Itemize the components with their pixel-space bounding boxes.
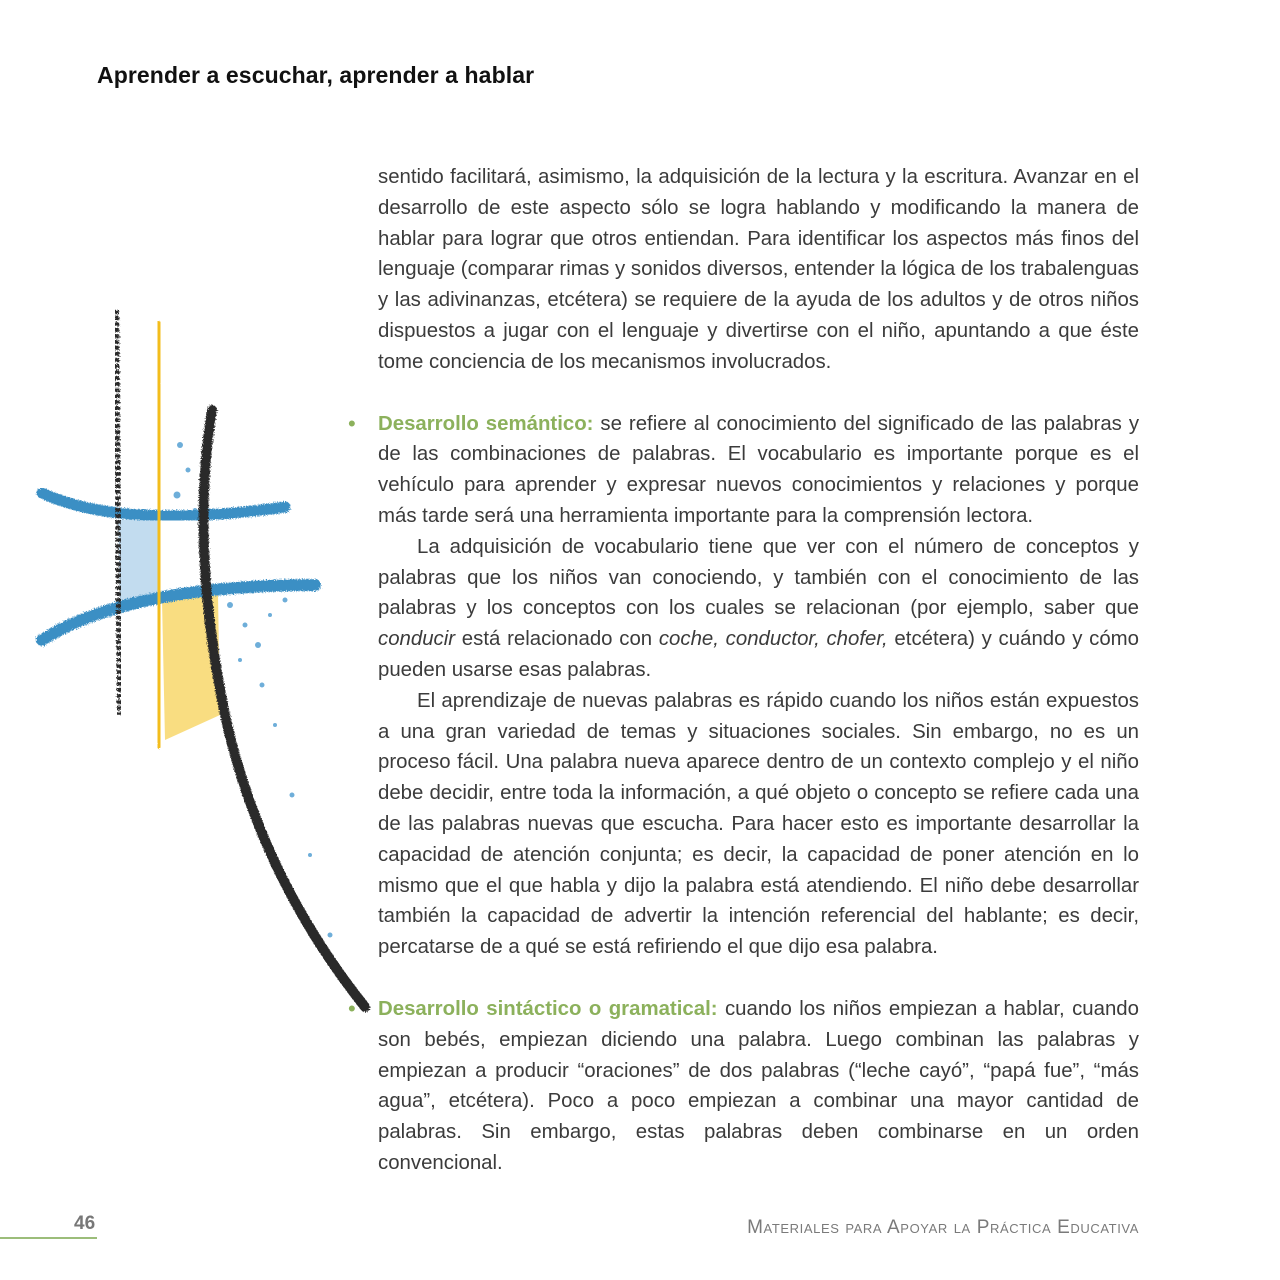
paragraph-gap — [378, 378, 1139, 409]
vocabulary-text-a: La adquisición de vocabulario tiene que ver con el número de conceptos y palabras que los niños van conociendo, y también con el conocimiento de las palabras y los conceptos con los cuales se relacionan (por ejemplo, saber que — [378, 535, 1139, 620]
syntactic-definition-text: cuando los niños empiezan a hablar, cuando son bebés, empiezan diciendo una palabra. Luego combinan las palabras y empiezan a producir “oraciones” de dos palabras (“leche cayó”, “papá fue”, “más agua”, etcétera). Poco a poco empiezan a combinar una mayor cantidad de palabras. Sin embargo, estas palabras deben combinarse en un orden convencional. — [378, 997, 1139, 1174]
bullet-icon: • — [348, 410, 356, 436]
vocabulary-italic-conducir: conducir — [378, 628, 456, 651]
vocabulary-paragraph — [378, 532, 1139, 686]
semantic-development-section — [348, 409, 1140, 963]
yellow-vertical-stroke — [158, 325, 160, 745]
blue-wash-shape — [118, 520, 158, 603]
semantic-definition-text: se refiere al conocimiento del significado de las palabras y de las combinaciones de palabras. El vocabulario es importante porque es el vehículo para aprender y expresar nuevos conocimientos y relaciones y porque más tarde será una herramienta importante para la comprensión lectora. — [378, 412, 1140, 527]
intro-paragraph: sentido facilitará, asimismo, la adquisición de la lectura y la escritura. Avanzar en el desarrollo de este aspecto sólo se logra hablando y modificando la manera de hablar para lograr que otros entiendan. Para identificar los aspectos más finos del lenguaje (comparar rimas y sonidos diversos, entender la lógica de los trabalenguas y las adivinanzas, etcétera) se requiere de la ayuda de los adultos y de otros niños dispuestos a jugar con el lenguaje y divertirse con el niño, apuntando a que éste tome conciencia de los mecanismos involucrados. — [378, 166, 1139, 373]
black-curve-stroke — [204, 410, 365, 1007]
word-learning-paragraph: El aprendizaje de nuevas palabras es rápido cuando los niños están expuestos a una gran variedad de temas y situaciones sociales. Sin embargo, no es un proceso fácil. Una palabra nueva aparece dentro de un contexto complejo y el niño debe decidir, entre toda la información, a qué objeto o concepto se refiere cada una de las palabras nuevas que escucha. Para hacer esto es importante desarrollar la capacidad de atención conjunta; es decir, la capacidad de poner atención en lo mismo que el que habla y dijo la palabra está atendiendo. El niño debe desarrollar también la capacidad de advertir la intención referencial del hablante; es decir, percatarse de a qué se está refiriendo el que dijo esa palabra. — [378, 689, 1139, 959]
blue-arc-upper — [42, 493, 285, 516]
semantic-term: Desarrollo semántico: — [378, 412, 594, 435]
syntactic-definition-paragraph — [378, 994, 1139, 1179]
vocabulary-italic-examples: coche, conductor, chofer, — [658, 628, 888, 651]
semantic-definition-paragraph — [378, 409, 1139, 532]
vocabulary-text-c: etcétera) y cuándo y cómo pueden usarse esas palabras. — [378, 628, 1139, 681]
bullet-icon: • — [348, 995, 356, 1021]
running-title: Aprender a escuchar, aprender a hablar — [97, 62, 535, 88]
page-number: 46 — [74, 1213, 96, 1234]
vocabulary-text-b: está relacionado con — [455, 628, 659, 651]
paragraph-gap — [378, 963, 1139, 994]
syntactic-term: Desarrollo sintáctico o gramatical: — [378, 997, 718, 1020]
series-title: Materiales para Apoyar la Práctica Educativa — [747, 1217, 1139, 1238]
syntactic-development-section — [348, 994, 1139, 1179]
footer-rule — [0, 1237, 97, 1239]
decorative-brushstroke-illustration — [30, 295, 380, 1015]
main-text-column — [348, 162, 1140, 1179]
